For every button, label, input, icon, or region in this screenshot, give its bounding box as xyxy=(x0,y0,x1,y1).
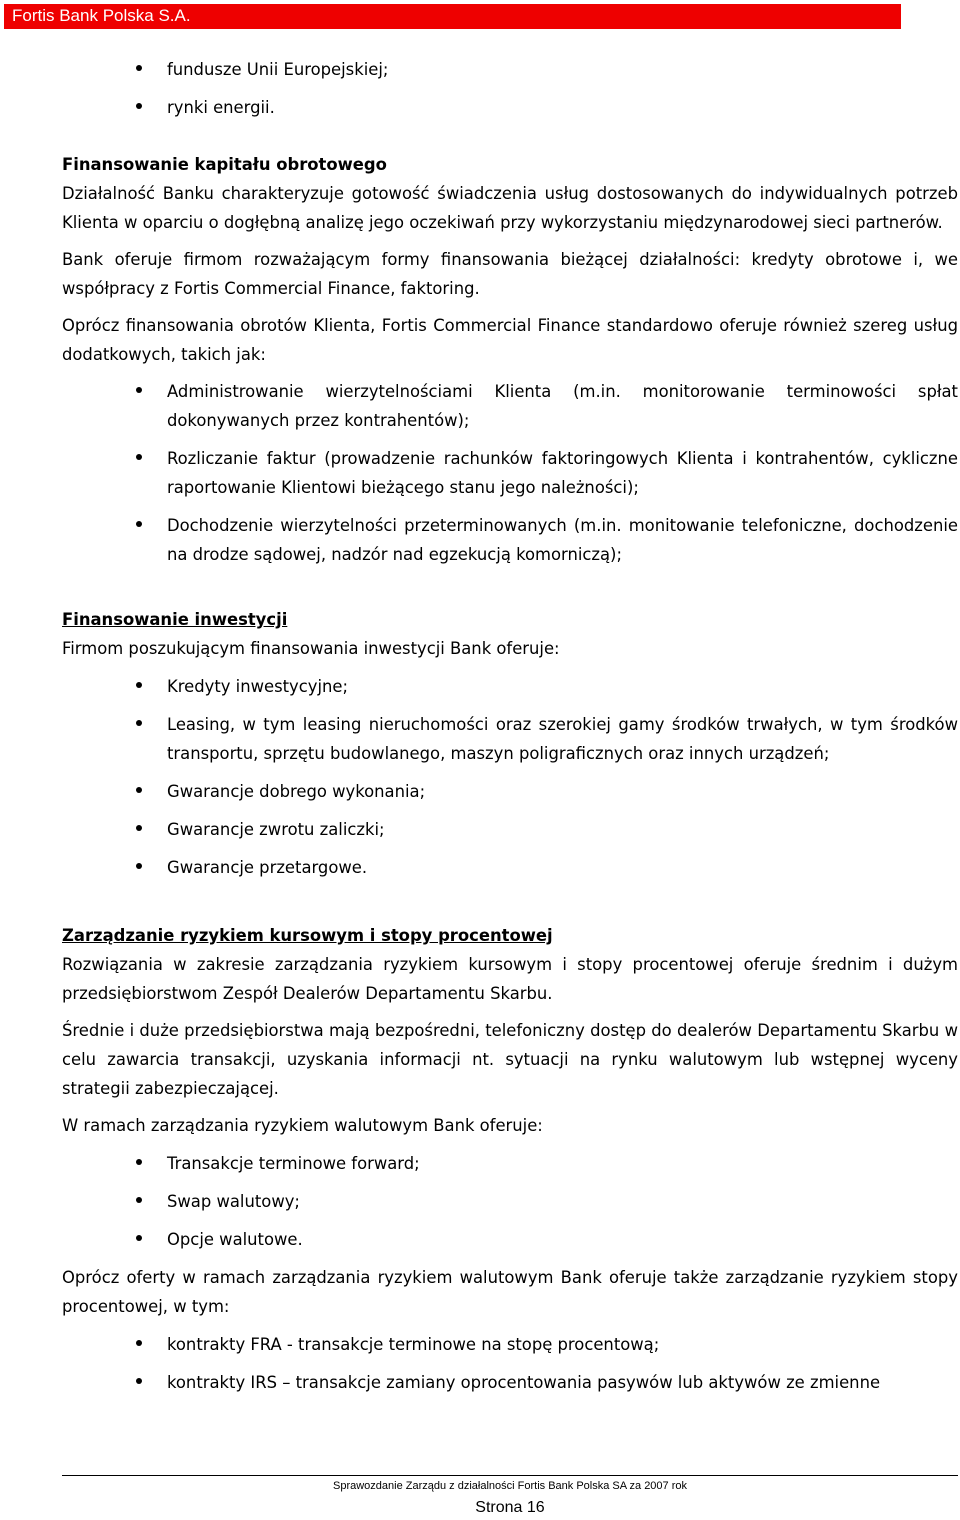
bullet-icon xyxy=(136,1235,142,1241)
bullet-icon xyxy=(136,1378,142,1384)
list-item: Kredyty inwestycyjne; xyxy=(62,672,958,701)
list-item: rynki energii. xyxy=(62,93,958,122)
bullet-icon xyxy=(136,682,142,688)
list-item: Gwarancje przetargowe. xyxy=(62,853,958,882)
list-item: Administrowanie wierzytelnościami Klienta (m.in. monitorowanie terminowości spłat dokonywanych przez kontrahentów); xyxy=(62,377,958,435)
interest-rate-list xyxy=(62,1330,958,1397)
footer-report-title: Sprawozdanie Zarządu z działalności Fortis Bank Polska SA za 2007 rok xyxy=(332,1480,687,1492)
list-item: kontrakty IRS – transakcje zamiany oprocentowania pasywów lub aktywów ze zmienne xyxy=(62,1368,958,1397)
investment-list xyxy=(62,672,958,882)
bullet-icon xyxy=(136,1197,142,1203)
document-body xyxy=(62,55,958,1397)
bullet-icon xyxy=(136,1159,142,1165)
list-item: Gwarancje zwrotu zaliczki; xyxy=(62,815,958,844)
bullet-icon xyxy=(136,825,142,831)
bullet-icon xyxy=(136,863,142,869)
bullet-icon xyxy=(136,1340,142,1346)
bullet-icon xyxy=(136,103,142,109)
bullet-icon xyxy=(136,787,142,793)
page-number: Strona 16 xyxy=(475,1499,545,1516)
paragraph: Średnie i duże przedsiębiorstwa mają bezpośredni, telefoniczny dostęp do dealerów Departamentu Skarbu w celu zawarcia transakcji, uzyskania informacji nt. sytuacji na rynku walutowym lub wstępnej wyceny strategii zabezpieczającej. xyxy=(62,1021,958,1098)
list-item: Rozliczanie faktur (prowadzenie rachunków faktoringowych Klienta i kontrahentów, cykliczne raportowanie Klientowi bieżącego stanu jego należności); xyxy=(62,444,958,502)
bullet-icon xyxy=(136,454,142,460)
list-item: Transakcje terminowe forward; xyxy=(62,1149,958,1178)
bullet-icon xyxy=(136,521,142,527)
list-item: fundusze Unii Europejskiej; xyxy=(62,55,958,84)
bullet-icon xyxy=(136,65,142,71)
bullet-icon xyxy=(136,720,142,726)
fx-risk-list xyxy=(62,1149,958,1254)
footer-divider xyxy=(62,1475,958,1476)
services-list xyxy=(62,377,958,569)
paragraph: Działalność Banku charakteryzuje gotowość świadczenia usług dostosowanych do indywidualnych potrzeb Klienta w oparciu o dogłębną analizę jego oczekiwań przy wykorzystaniu międzynarodowej sieci partnerów. xyxy=(62,184,958,232)
paragraph: Bank oferuje firmom rozważającym formy finansowania bieżącej działalności: kredyty obrotowe i, we współpracy z Fortis Commercial Finance, faktoring. xyxy=(62,250,958,298)
section-heading-investment: Finansowanie inwestycji xyxy=(62,610,288,629)
list-item: Swap walutowy; xyxy=(62,1187,958,1216)
paragraph: Oprócz oferty w ramach zarządzania ryzykiem walutowym Bank oferuje także zarządzanie ryzykiem stopy procentowej, w tym: xyxy=(62,1268,958,1316)
list-item: Gwarancje dobrego wykonania; xyxy=(62,777,958,806)
list-item: kontrakty FRA - transakcje terminowe na stopę procentową; xyxy=(62,1330,958,1359)
section-heading-risk-management: Zarządzanie ryzykiem kursowym i stopy procentowej xyxy=(62,926,553,945)
paragraph: Oprócz finansowania obrotów Klienta, Fortis Commercial Finance standardowo oferuje również szereg usług dodatkowych, takich jak: xyxy=(62,316,958,364)
paragraph: W ramach zarządzania ryzykiem walutowym Bank oferuje: xyxy=(62,1116,543,1135)
paragraph: Firmom poszukującym finansowania inwestycji Bank oferuje: xyxy=(62,639,560,658)
header-bar xyxy=(4,4,901,29)
paragraph: Rozwiązania w zakresie zarządzania ryzykiem kursowym i stopy procentowej oferuje średnim i dużym przedsiębiorstwom Zespół Dealerów Departamentu Skarbu. xyxy=(62,955,958,1003)
header-title: Fortis Bank Polska S.A. xyxy=(12,6,191,25)
bullet-icon xyxy=(136,387,142,393)
section-heading-working-capital: Finansowanie kapitału obrotowego xyxy=(62,155,387,174)
list-item: Leasing, w tym leasing nieruchomości oraz szerokiej gamy środków trwałych, w tym środków transportu, sprzętu budowlanego, maszyn poligraficznych oraz innych urządzeń; xyxy=(62,710,958,768)
list-item: Opcje walutowe. xyxy=(62,1225,958,1254)
intro-list xyxy=(62,55,958,122)
list-item: Dochodzenie wierzytelności przeterminowanych (m.in. monitowanie telefoniczne, dochodzenie na drodze sądowej, nadzór nad egzekucją komorniczą); xyxy=(62,511,958,569)
